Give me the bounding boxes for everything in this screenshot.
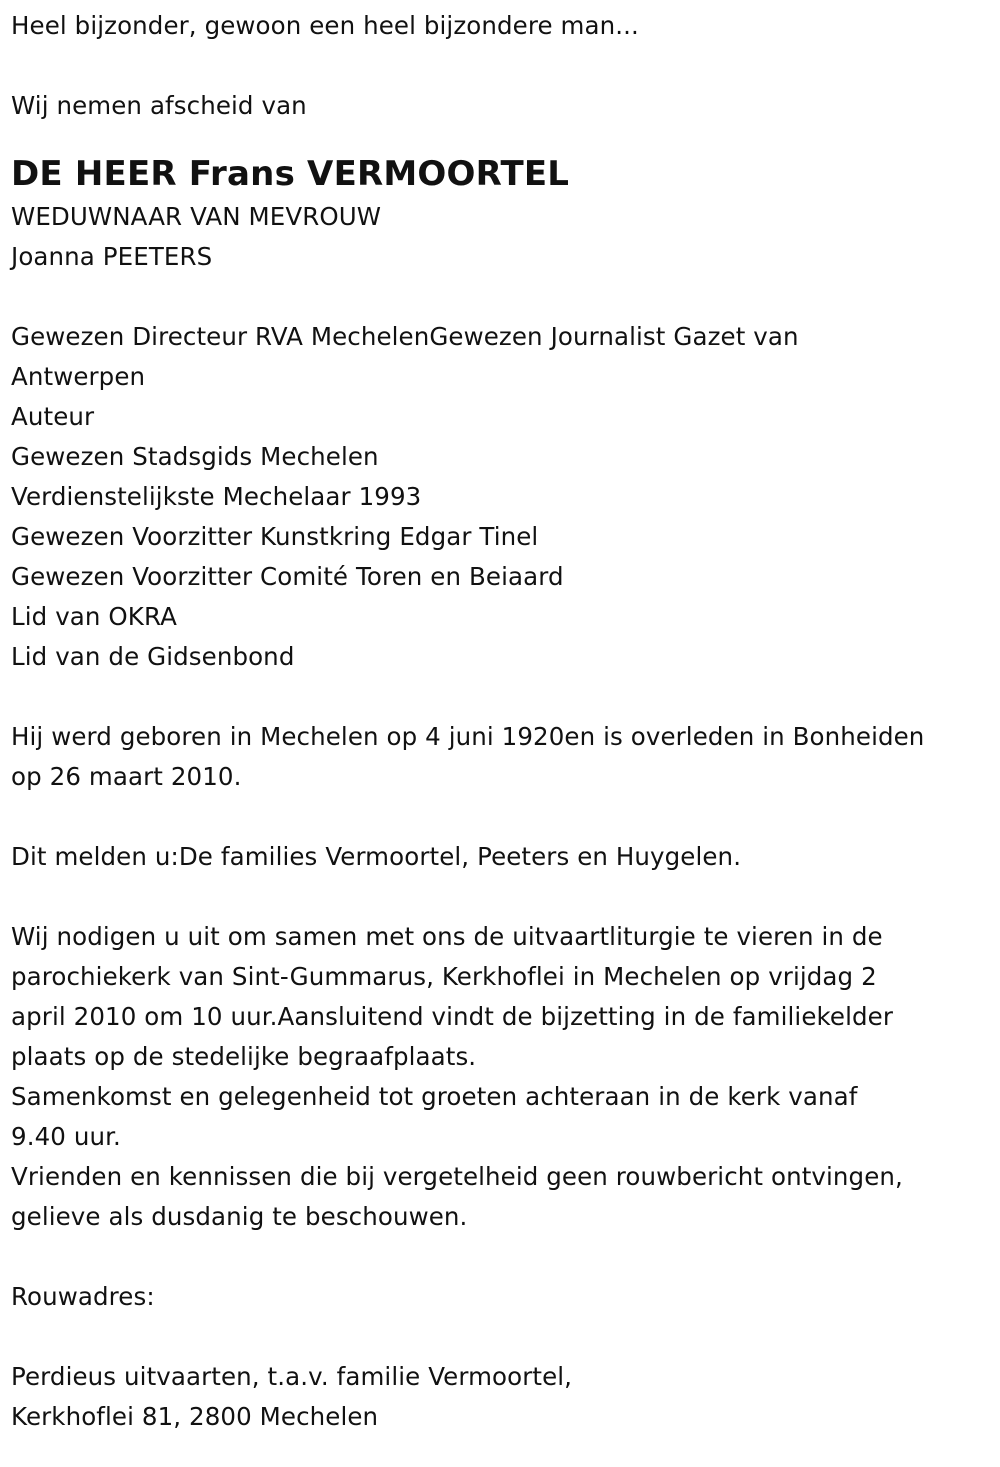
- birth-death-line: Hij werd geboren in Mechelen op 4 juni 1920en is overleden in Bonheiden: [11, 722, 925, 751]
- title-item: Lid van de Gidsenbond: [11, 642, 295, 671]
- funeral-line: plaats op de stedelijke begraafplaats.: [11, 1042, 477, 1071]
- title-item: Gewezen Voorzitter Kunstkring Edgar Tinel: [11, 522, 539, 551]
- address-line: Kerkhoflei 81, 2800 Mechelen: [11, 1402, 379, 1431]
- spacer: [11, 877, 1000, 917]
- title-item: Antwerpen: [11, 362, 146, 391]
- spacer: [11, 1237, 1000, 1277]
- intro-line: Wij nemen afscheid van: [11, 91, 307, 120]
- spouse-title: WEDUWNAAR VAN MEVROUW: [11, 202, 382, 231]
- address-line: Perdieus uitvaarten, t.a.v. familie Vermoortel,: [11, 1362, 573, 1391]
- title-item: Gewezen Stadsgids Mechelen: [11, 442, 379, 471]
- funeral-line: Samenkomst en gelegenheid tot groeten achteraan in de kerk vanaf: [11, 1082, 858, 1111]
- spacer: [11, 1317, 1000, 1357]
- spacer: [11, 277, 1000, 317]
- title-item: Gewezen Directeur RVA MechelenGewezen Journalist Gazet van: [11, 322, 799, 351]
- funeral-line: Wij nodigen u uit om samen met ons de uitvaartliturgie te vieren in de: [11, 922, 883, 951]
- spouse-name: Joanna PEETERS: [11, 242, 213, 271]
- spacer: [11, 46, 1000, 86]
- title-item: Verdienstelijkste Mechelaar 1993: [11, 482, 422, 511]
- announcers-line: Dit melden u:De families Vermoortel, Peeters en Huygelen.: [11, 842, 742, 871]
- address-block: [11, 1357, 1000, 1437]
- birth-death-line: op 26 maart 2010.: [11, 762, 242, 791]
- opening-line: Heel bijzonder, gewoon een heel bijzondere man...: [11, 11, 639, 40]
- birth-death-paragraph: [11, 717, 1000, 797]
- funeral-line: 9.40 uur.: [11, 1122, 121, 1151]
- spacer: [11, 677, 1000, 717]
- title-item: Gewezen Voorzitter Comité Toren en Beiaard: [11, 562, 564, 591]
- spacer: [11, 797, 1000, 837]
- funeral-line: gelieve als dusdanig te beschouwen.: [11, 1202, 468, 1231]
- funeral-paragraph: [11, 917, 1000, 1237]
- funeral-line: parochiekerk van Sint-Gummarus, Kerkhoflei in Mechelen op vrijdag 2: [11, 962, 877, 991]
- deceased-name: DE HEER Frans VERMOORTEL: [11, 154, 570, 194]
- funeral-line: Vrienden en kennissen die bij vergetelheid geen rouwbericht ontvingen,: [11, 1162, 903, 1191]
- title-item: Lid van OKRA: [11, 602, 177, 631]
- address-label: Rouwadres:: [11, 1282, 155, 1311]
- funeral-line: april 2010 om 10 uur.Aansluitend vindt de bijzetting in de familiekelder: [11, 1002, 894, 1031]
- title-item: Auteur: [11, 402, 95, 431]
- titles-list: [11, 317, 1000, 677]
